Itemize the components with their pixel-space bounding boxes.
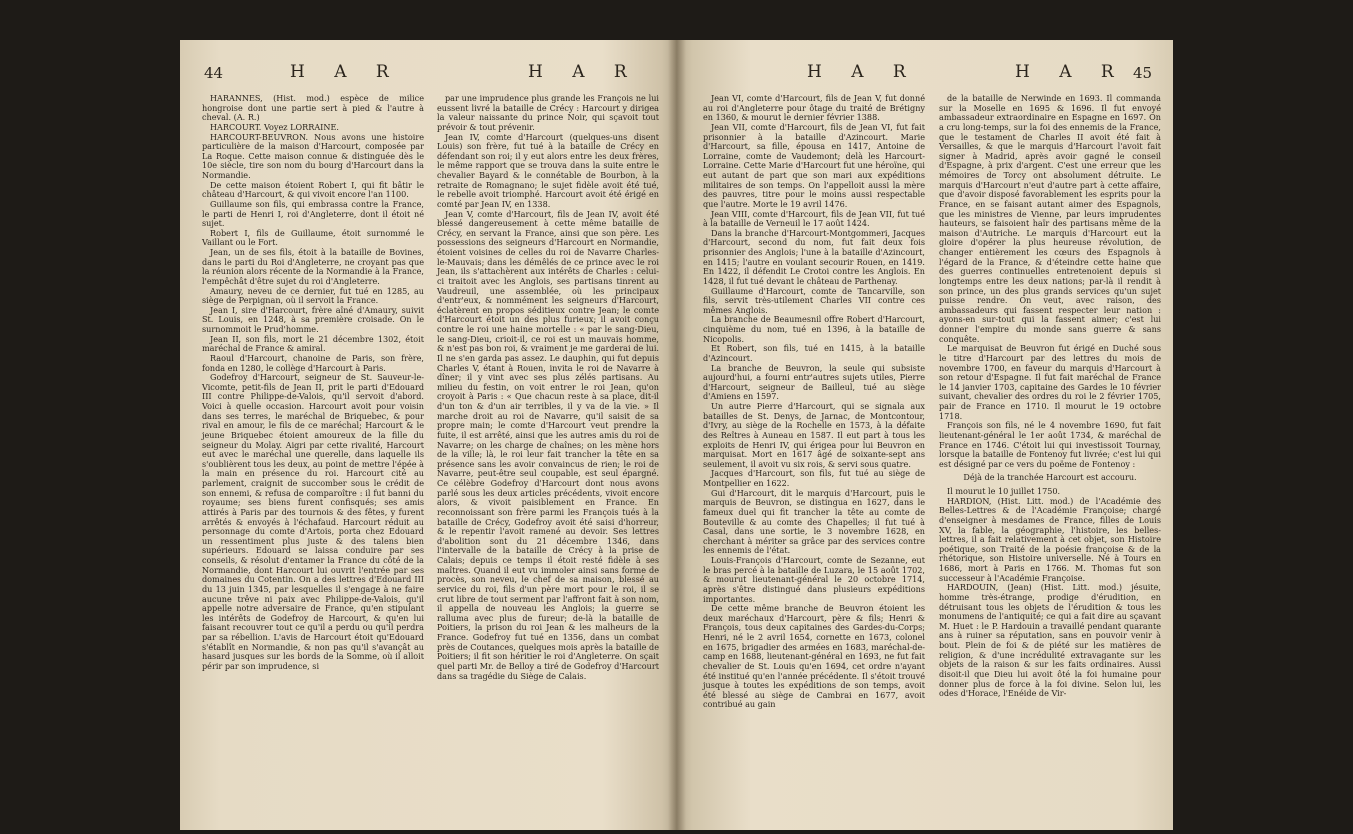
paragraph: Amaury, neveu de ce dernier, fut tué en 1285, au siège de Perpignan, où il servoit la France. [202,285,424,306]
right-header [677,62,1173,90]
paragraph: HARDION, (Hist. Litt. mod.) de l'Académie des Belles-Lettres & de l'Académie Françoise; chargé d'enseigner à mesdames de France, filles de Louis XV, la fable, la géographie, l'histoire, les belles-lettres, il a fait relativement à cet objet, son Histoire poétique, son Traité de la poésie françoise & de la rhétorique, son Histoire universelle. Né à Tours en 1686, mort à Paris en 1766. M. Thomas fut son successeur à l'Académie Françoise. [939,495,1161,583]
paragraph: Un autre Pierre d'Harcourt, qui se signala aux batailles de St. Denys, de Jarnac, de Montcontour, d'Ivry, au siège de la Rochelle en 1573, à la défaite des Reîtres à Auneau en 1587. Il eut part à tous les exploits de Henri IV, qui érigea pour lui Beuvron en marquisat. Mort en 1617 âgé de soixante-sept ans seulement, il avoit vu six rois, & servi sous quatre. [703,401,925,469]
right-running-head-2: H A R [1015,62,1126,82]
paragraph: La branche de Beuvron, la seule qui subsiste aujourd'hui, a fourni entr'autres sujets utiles, Pierre d'Harcourt, seigneur de Bailleul, tué au siège d'Amiens en 1597. [703,362,925,402]
paragraph: Gui d'Harcourt, dit le marquis d'Harcourt, puis le marquis de Beuvron, se distingua en 1627, dans le fameux duel qui fit trancher la tête au comte de Bouteville & au comte des Chapelles; il fut tué à Casal, dans une sortie, le 3 novembre 1628, en cherchant à mériter sa grâce par des services contre les ennemis de l'état. [703,487,925,556]
paragraph: par une imprudence plus grande les François ne lui eussent livré la bataille de Crécy : Harcourt y dirigea la valeur naissante du prince Noir, qui sçavoit tout prévoir & tout prévenir. [437,93,659,132]
paragraph: La branche de Beaumesnil offre Robert d'Harcourt, cinquième du nom, tué en 1396, à la bataille de Nicopolis. [703,314,925,344]
paragraph: Jean VII, comte d'Harcourt, fils de Jean VI, fut fait prisonnier à la bataille d'Azincourt. Marie d'Harcourt, sa fille, épousa en 1417, Antoine de Lorraine, comte de Vaudemont; delà les Harcourt-Lorraine. Cette Marie d'Harcourt fut une héroïne, qui eut autant de part que son mari aux expéditions militaires de son temps. On l'appelloit aussi la mère des pauvres, titre pour le moins aussi respectable que l'autre. Morte le 19 avril 1476. [703,121,925,209]
left-running-head-2: H A R [528,62,639,82]
right-column-1 [703,94,925,710]
paragraph: Et Robert, son fils, tué en 1415, à la bataille d'Azincourt. [703,343,925,363]
dark-background [0,0,180,834]
right-column-2 [939,94,1161,699]
paragraph: De cette même branche de Beuvron étoient les deux maréchaux d'Harcourt, père & fils; Henri & François, tous deux capitaines des Gardes-du-Corps; Henri, né le 2 avril 1654, cornette en 1673, colonel en 1675, brigadier des armées en 1683, maréchal-de-camp en 1688, lieutenant-général en 1693, ne fut fait chevalier de St. Louis qu'en 1694, cet ordre n'ayant été institué qu'en l'année précédente. Il s'étoit trouvé jusque à toutes les expéditions de son temps, avoit été blessé au siège de Cambrai en 1677, avoit contribué au gain [703,603,925,710]
paragraph: Le marquisat de Beuvron fut érigé en Duché sous le titre d'Harcourt par des lettres du mois de novembre 1700, en faveur du marquis d'Harcourt à son retour d'Espagne. Il fut fait maréchal de France le 14 janvier 1703, capitaine des Gardes le 10 février suivant, chevalier des ordres du roi le 2 février 1705, pair de France en 1710. Il mourut le 19 octobre 1718. [939,343,1161,421]
paragraph: Jean VI, comte d'Harcourt, fils de Jean V, fut donné au roi d'Angleterre pour ôtage du traité de Brétigny en 1360, & mourut le dernier février 1388. [703,93,925,123]
paragraph: Guillaume d'Harcourt, comte de Tancarville, son fils, servit très-utilement Charles VII contre ces mêmes Anglois. [703,285,925,315]
paragraph: HARCOURT-BEUVRON. Nous avons une histoire particulière de la maison d'Harcourt, composée par La Roque. Cette maison connue & distinguée dès le 10e siècle, tire son nom du bourg d'Harcourt dans la Normandie. [202,131,424,180]
left-page-number: 44 [204,64,224,82]
paragraph: De cette maison étoient Robert I, qui fit bâtir le château d'Harcourt, & qui vivoit encore l'an 1100. [202,179,424,200]
paragraph: de la bataille de Nerwinde en 1693. Il commanda sur la Moselle en 1695 & 1696. Il fut envoyé ambassadeur extraordinaire en Espagne en 1697. On a cru long-temps, sur la foi des ennemis de la France, que le testament de Charles II avoit été fait à Versailles, & que le marquis d'Harcourt l'avoit fait signer à Madrid, après avoir gagné le conseil d'Espagne, à prix d'argent. C'est une erreur que les mémoires de Torcy ont absolument détruite. Le marquis d'Harcourt n'eut d'autre part à cette affaire, que d'avoir disposé favorablement les esprits pour la France, en se faisant autant aimer des Espagnols, que les ministres de Vienne, par leurs imprudentes hauteurs, se faisoient haïr des partisans même de la maison d'Autriche. Le marquis d'Harcourt eut la gloire d'opérer la plus heureuse révolution, de changer entièrement les cœurs des Espagnols à l'égard de la France, & d'éteindre cette haine que des guerres continuelles entretenoient depuis si longtemps entre les deux nations; par-là il rendit à son prince, un des plus grands services qu'un sujet puisse rendre. On veut, avec raison, des ambassadeurs qui fassent respecter leur nation : ayons-en sur-tout qui la fassent aimer; c'est lui donner l'empire du monde sans guerre & sans conquête. [939,93,1161,344]
paragraph: Jean I, sire d'Harcourt, frère aîné d'Amaury, suivit St. Louis, en 1248, à sa première croisade. On le surnommoit le Prud'homme. [202,304,424,334]
paragraph: Jacques d'Harcourt, son fils, fut tué au siège de Montpellier en 1622. [703,468,925,488]
paragraph: Louis-François d'Harcourt, comte de Sezanne, eut le bras percé à la bataille de Luzara, le 15 août 1702, & mourut lieutenant-général le 20 octobre 1714, après s'être distingué dans plusieurs expéditions importantes. [703,555,925,604]
paragraph: HARCOURT. Voyez LORRAINE. [210,121,339,132]
paragraph: Jean V, comte d'Harcourt, fils de Jean IV, avoit été blessé dangereusement à cette même bataille de Crécy, en servant la France, ainsi que son père. Les possessions des seigneurs d'Harcourt en Normandie, étoient voisines de celles du roi de Navarre Charles-le-Mauvais; dans les démêlés de ce prince avec le roi Jean, ils s'attachèrent aux intérêts de Charles : celui-ci traitoit avec les Anglois, ses partisans tinrent au Vaudreuil, une assemblée, où les principaux d'entr'eux, & nommément les seigneurs d'Harcourt, éclatèrent en propos séditieux contre Jean; le comte d'Harcourt étoit un des plus furieux; il avoit conçu contre le roi une haine mortelle : « par le sang-Dieu, le sang-Dieu, crioit-il, ce roi est un mauvais homme, & n'est pas bon roi, & vraiment je me garderai de lui. Il ne s'en garda pas assez. Le dauphin, qui fut depuis Charles V, étant à Rouen, invita le roi de Navarre à dîner; il y vint avec ses plus zélés partisans. Au milieu du festin, on voit entrer le roi Jean, qu'on croyoit à Paris : « Que chacun reste à sa place, dit-il d'un ton & d'un air terribles, il y va de la vie. » Il marche droit au roi de Navarre, qu'il saisit de sa propre main; le comte d'Harcourt veut prendre la fuite, il est arrêté, ainsi que les autres amis du roi de Navarre; on les charge de chaînes; on les mène hors de la ville; là, le roi leur fait trancher la tête en sa présence sans les avoir convaincus de rien; le roi de Navarre, peut-être seul coupable, est seul épargné. Ce célèbre Godefroy d'Harcourt dont nous avons parlé sous les deux articles précédents, vivoit encore alors, & vivoit paisiblement en France. En reconnoissant son frère parmi les François tués à la bataille de Crécy, Godefroy avoit été saisi d'horreur, & le repentir l'avoit ramené au devoir. Ses lettres d'abolition sont du 21 décembre 1346, dans l'intervalle de la bataille de Crécy à la prise de Calais; depuis ce temps il étoit resté fidèle à ses maîtres. Quand il eut vu immoler ainsi sans forme de procès, son neveu, le chef de sa maison, blessé au service du roi, fils d'un père mort pour le roi, il se crut libre de tout serment par l'affront fait à son nom, il appella de nouveau les Anglois; la guerre se ralluma avec plus de fureur; de-là la bataille de Poitiers, la prison du roi Jean & les malheurs de la France. Godefroy fut tué en 1356, dans un combat près de Coutances, quelques mois après la bataille de Poitiers; il fit son héritier le roi d'Angleterre. On sçait quel parti Mr. de Belloy a tiré de Godefroy d'Harcourt dans sa tragédie du Siège de Calais. [437,208,659,681]
left-page [180,40,677,830]
paragraph: Dans la branche d'Harcourt-Montgommeri, Jacques d'Harcourt, second du nom, fut fait deux fois prisonnier des Anglois; l'une à la bataille d'Azincourt, en 1415; l'autre en voulant secourir Rouen, en 1419. En 1422, il défendit Le Crotoi contre les Anglois. En 1428, il fut tué devant le château de Parthenay. [703,227,925,286]
paragraph: Jean VIII, comte d'Harcourt, fils de Jean VII, fut tué à la bataille de Verneuil le 17 août 1424. [703,208,925,229]
paragraph: Robert I, fils de Guillaume, étoit surnommé le Vaillant ou le Fort. [202,227,424,248]
paragraph: Godefroy d'Harcourt, seigneur de St. Sauveur-le-Vicomte, petit-fils de Jean II, prit le parti d'Edouard III contre Philippe-de-Valois, qu'il servoit d'abord. Voici à quelle occasion. Harcourt avoit pour voisin dans ses terres, le maréchal de Briquebec, & pour rival en amour, le fils de ce maréchal; Harcourt & le jeune Briquebec étoient amoureux de la fille du seigneur du Molay. Aigri par cette rivalité, Harcourt eut avec le maréchal une querelle, dans laquelle ils s'oublièrent tous les deux, au point de mettre l'épée à la main en présence du roi. Harcourt cité au parlement, craignit de succomber sous le crédit de son ennemi, & refusa de comparoître : il fut banni du royaume; ses biens furent confisqués; ses amis attirés à Paris par des tournois & des fêtes, y furent arrêtés & envoyés à l'échafaud. Harcourt réduit au personnage du comte d'Artois, porta chez Edouard un ressentiment plus juste & des talens bien supérieurs. Edouard se laissa conduire par ses conseils, & résolut d'entamer la France du côté de la Normandie, dont Harcourt lui ouvrit l'entrée par ses domaines du Cotentin. On a des lettres d'Edouard III du 13 juin 1345, par lesquelles il s'engage à ne faire aucune trêve ni paix avec Philippe-de-Valois, qu'il appelle notre adversaire de France, qu'en stipulant les intérêts de Godefroy de Harcourt, & qu'en lui faisant recouvrer tout ce qu'il a perdu ou qu'il perdra par sa rébellion. L'avis de Harcourt étoit qu'Edouard s'établît en Normandie, & non pas qu'il s'avançât au hasard jusques sur les bords de la Somme, où il alloit périr par son imprudence, si [202,372,424,671]
paragraph: Jean IV, comte d'Harcourt (quelques-uns disent Louis) son frère, fut tué à la bataille de Crécy en défendant son roi; il y eut alors entre les deux frères, le même rapport que se trouva dans la suite entre le chevalier Bayard & le connétable de Bourbon, à la retraite de Romagnano; le sujet fidèle avoit été tué, le rebelle avoit triomphé. Harcourt avoit été érigé en comté par Jean IV, en 1338. [437,131,659,209]
paragraph: Guillaume son fils, qui embrassa contre la France, le parti de Henri I, roi d'Angleterre, dont il étoit né sujet. [202,198,424,229]
book-gutter [668,40,686,830]
right-running-head-1: H A R [807,62,918,82]
right-page-number: 45 [1133,64,1153,82]
left-running-head-1: H A R [290,62,401,82]
left-header [180,62,677,90]
paragraph: HARANNES, (Hist. mod.) espèce de milice hongroise dont une partie sert à pied & l'autre à cheval. (A. R.) [202,93,424,123]
paragraph: Raoul d'Harcourt, chanoine de Paris, son frère, fonda en 1280, le collège d'Harcourt à Paris. [202,352,424,373]
left-column-1 [202,94,424,672]
left-column-2 [437,94,659,681]
paragraph: François son fils, né le 4 novembre 1690, fut fait lieutenant-général le 1er août 1734, & maréchal de France en 1746. C'étoit lui qui investissoit Tournay, lorsque la bataille de Fontenoy fut livrée; c'est lui qui est désigné par ce vers du poëme de Fontenoy : [939,420,1161,469]
paragraph: Jean, un de ses fils, étoit à la bataille de Bovines, dans le parti du Roi d'Angleterre, ne croyant pas que la réunion alors récente de la Normandie à la France, l'empêchât d'être sujet du roi d'Angleterre. [202,247,424,286]
paragraph: Jean II, son fils, mort le 21 décembre 1302, étoit maréchal de France & amiral. [202,333,424,354]
paragraph: Il mourut le 10 juillet 1750. [947,486,1061,496]
right-page [677,40,1173,830]
paragraph: HARDOUIN, (Jean) (Hist. Litt. mod.) jésuite, homme très-étrange, prodige d'érudition, en détruisant tous les objets de l'érudition & tous les monumens de l'antiquité; ce qui a fait dire au sçavant M. Huet : le P. Hardouin a travaillé pendant quarante ans à ruiner sa réputation, sans en pouvoir venir à bout. Plein de foi & de piété sur les matières de religion, & d'une incrédulité extravagante sur les objets de la raison & sur les faits ordinaires. Aussi disoit-il que Dieu lui avoit ôté la foi humaine pour donner plus de force à la foi divine. Selon lui, les odes d'Horace, l'Enéide de Vir- [939,582,1161,699]
verse-quote: Déjà de la tranchée Harcourt est accouru. [963,472,1137,483]
